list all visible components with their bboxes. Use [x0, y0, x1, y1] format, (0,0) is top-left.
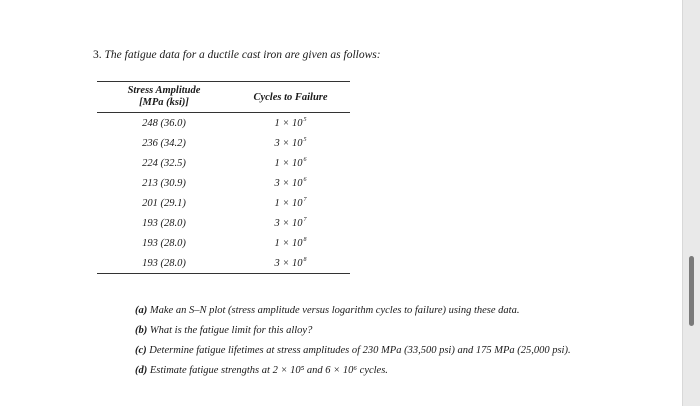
- table-header: [97, 82, 350, 112]
- question-text: What is the fatigue limit for this alloy?: [147, 325, 313, 336]
- stress-amplitude-cell: 193 (28.0): [142, 237, 186, 249]
- cycles-coefficient: 3 × 10: [274, 138, 303, 149]
- problem-statement: [93, 49, 381, 61]
- cycles-cell: [231, 117, 350, 129]
- table-row: [97, 213, 350, 233]
- header-amp-line2: [MPa (ksi)]: [139, 97, 189, 108]
- header-cycles-to-failure: Cycles to Failure: [253, 91, 328, 103]
- cycles-cell: [231, 217, 350, 229]
- table-row: [97, 113, 350, 133]
- question-list: [135, 301, 571, 381]
- cycles-cell: [231, 157, 350, 169]
- table-row: [97, 133, 350, 153]
- cycles-cell: [231, 177, 350, 189]
- cycles-exponent: 5: [303, 137, 307, 143]
- vertical-scrollbar[interactable]: [689, 256, 694, 326]
- cycles-exponent: 6: [303, 177, 307, 183]
- question-label: (c): [135, 345, 147, 356]
- stress-amplitude-cell: 193 (28.0): [142, 217, 186, 229]
- table-row: [97, 253, 350, 273]
- question-item: [135, 301, 571, 321]
- cycles-exponent: 8: [303, 257, 307, 263]
- question-text: Make an S–N plot (stress amplitude versus logarithm cycles to failure) using these data.: [147, 305, 520, 316]
- cycles-coefficient: 1 × 10: [274, 118, 303, 129]
- table-body: [97, 113, 350, 273]
- cycles-cell: [231, 237, 350, 249]
- cycles-coefficient: 3 × 10: [274, 178, 303, 189]
- cycles-cell: [231, 137, 350, 149]
- problem-text: The fatigue data for a ductile cast iron are given as follows:: [104, 49, 381, 61]
- table-row: [97, 153, 350, 173]
- stress-amplitude-cell: 224 (32.5): [142, 157, 186, 169]
- cycles-coefficient: 3 × 10: [274, 258, 303, 269]
- question-text: Estimate fatigue strengths at 2 × 10⁵ and 6 × 10⁶ cycles.: [147, 365, 388, 376]
- stress-amplitude-cell: 248 (36.0): [142, 117, 186, 129]
- stress-amplitude-cell: 213 (30.9): [142, 177, 186, 189]
- stress-amplitude-cell: 193 (28.0): [142, 257, 186, 269]
- table-row: [97, 173, 350, 193]
- question-label: (a): [135, 305, 148, 316]
- cycles-coefficient: 1 × 10: [274, 158, 303, 169]
- cycles-coefficient: 3 × 10: [274, 218, 303, 229]
- stress-amplitude-cell: 201 (29.1): [142, 197, 186, 209]
- cycles-cell: [231, 257, 350, 269]
- cycles-exponent: 7: [303, 197, 307, 203]
- cycles-coefficient: 1 × 10: [274, 238, 303, 249]
- cycles-coefficient: 1 × 10: [274, 198, 303, 209]
- question-item: [135, 361, 571, 381]
- question-label: (b): [135, 325, 148, 336]
- header-stress-amplitude: [97, 85, 231, 109]
- question-item: [135, 321, 571, 341]
- table-row: [97, 193, 350, 213]
- cycles-exponent: 8: [303, 237, 307, 243]
- table-bottom-rule: [97, 273, 350, 274]
- table-row: [97, 233, 350, 253]
- header-amp-line1: Stress Amplitude: [127, 85, 201, 96]
- fatigue-data-table: [97, 81, 350, 274]
- question-text: Determine fatigue lifetimes at stress amplitudes of 230 MPa (33,500 psi) and 175 MPa (25,000 psi).: [146, 345, 571, 356]
- stress-amplitude-cell: 236 (34.2): [142, 137, 186, 149]
- problem-number: 3.: [93, 49, 102, 61]
- cycles-exponent: 7: [303, 217, 307, 223]
- question-label: (d): [135, 365, 148, 376]
- cycles-exponent: 5: [303, 117, 307, 123]
- cycles-exponent: 6: [303, 157, 307, 163]
- cycles-cell: [231, 197, 350, 209]
- question-item: [135, 341, 571, 361]
